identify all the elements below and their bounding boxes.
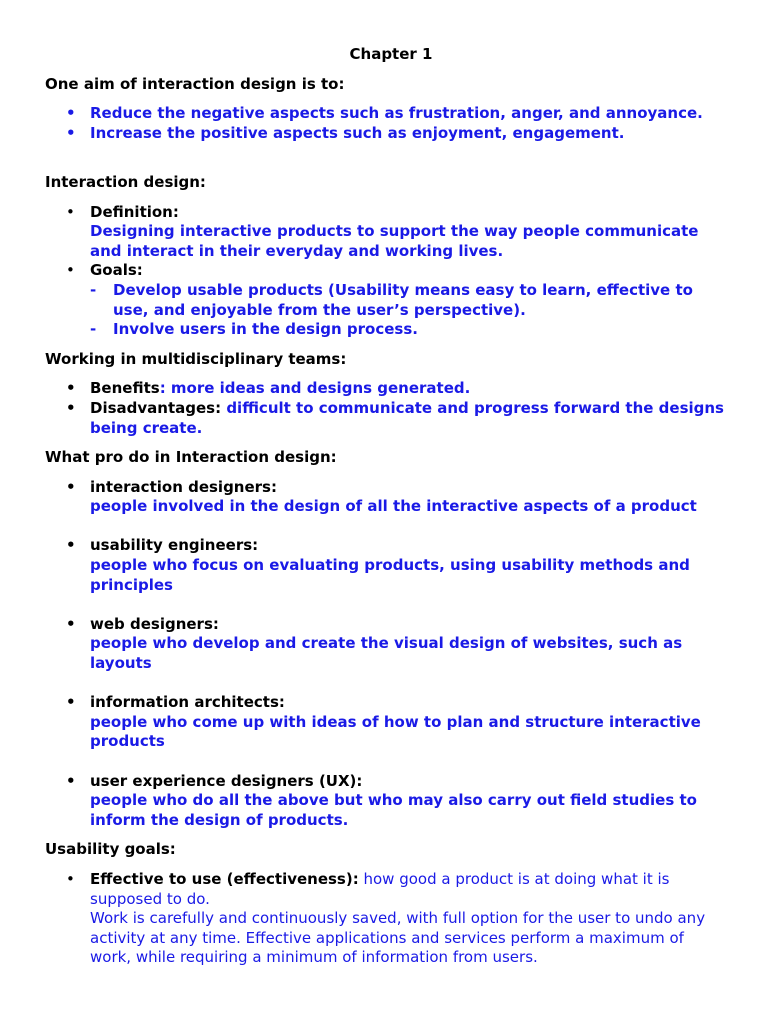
benefits-item [45, 379, 725, 399]
page-title: Chapter 1 [349, 45, 433, 63]
document-page [45, 45, 725, 978]
usability-list [45, 870, 725, 968]
aim-heading: One aim of interaction design is to: [45, 74, 345, 93]
roles-list [45, 478, 725, 831]
role-label: • user experience designers (UX): [90, 771, 363, 790]
disadvantages-text: difficult to communicate and progress forward the designs being create. [90, 398, 724, 437]
disadvantages-label: Disadvantages: [90, 398, 222, 417]
role-label: • web designers: [90, 614, 219, 633]
role-label: • usability engineers: [90, 536, 259, 555]
goals-item [45, 261, 725, 339]
goal-item: - Involve users in the design process. [90, 320, 725, 340]
benefits-text: more ideas and designs generated. [165, 379, 471, 398]
goals-label: • Goals: [90, 261, 143, 280]
effectiveness-item [45, 870, 725, 968]
role-item [45, 478, 725, 517]
definition-text: Designing interactive products to support the way people communicate and interact in their everyday and working lives. [90, 222, 699, 260]
aim-list [45, 104, 725, 143]
benefits-colon: : [159, 379, 166, 398]
benefits-label: Benefits [90, 379, 160, 398]
role-text: people who come up with ideas of how to plan and structure interactive products [90, 712, 701, 751]
goal-item: - Develop usable products (Usability means easy to learn, effective to use, and enjoyable from the user’s perspective). [90, 281, 725, 320]
definition-label: • Definition: [90, 202, 179, 221]
role-text: people who develop and create the visual design of websites, such as layouts [90, 634, 683, 673]
role-item [45, 693, 725, 752]
role-text: people who do all the above but who may also carry out field studies to inform the design of products. [90, 791, 697, 829]
effectiveness-text: how good a product is at doing what it is supposed to do. [90, 869, 670, 908]
role-label: • interaction designers: [90, 477, 277, 496]
teams-list [45, 379, 725, 438]
role-text: people involved in the design of all the interactive aspects of a product [90, 497, 697, 516]
effectiveness-detail: Work is carefully and continuously saved, with full option for the user to undo any activity at any time. Effective applications and services perform a maximum of work, while requiring a minimum of information from users. [90, 909, 706, 967]
role-item [45, 615, 725, 674]
effectiveness-label: Effective to use (effectiveness): [90, 869, 359, 888]
roles-heading: What pro do in Interaction design: [45, 448, 337, 467]
interaction-design-heading: Interaction design: [45, 172, 206, 191]
interaction-design-list [45, 203, 725, 340]
usability-heading: Usability goals: [45, 840, 176, 859]
role-text: people who focus on evaluating products, using usability methods and principles [90, 556, 690, 594]
role-label: • information architects: [90, 693, 285, 712]
list-item: • Increase the positive aspects such as enjoyment, engagement. [45, 124, 725, 144]
goals-list [90, 281, 725, 340]
definition-item [45, 203, 725, 262]
role-item [45, 536, 725, 595]
list-item: • Reduce the negative aspects such as frustration, anger, and annoyance. [45, 104, 725, 124]
teams-heading: Working in multidisciplinary teams: [45, 349, 347, 368]
role-item [45, 772, 725, 831]
disadvantages-item [45, 399, 725, 438]
